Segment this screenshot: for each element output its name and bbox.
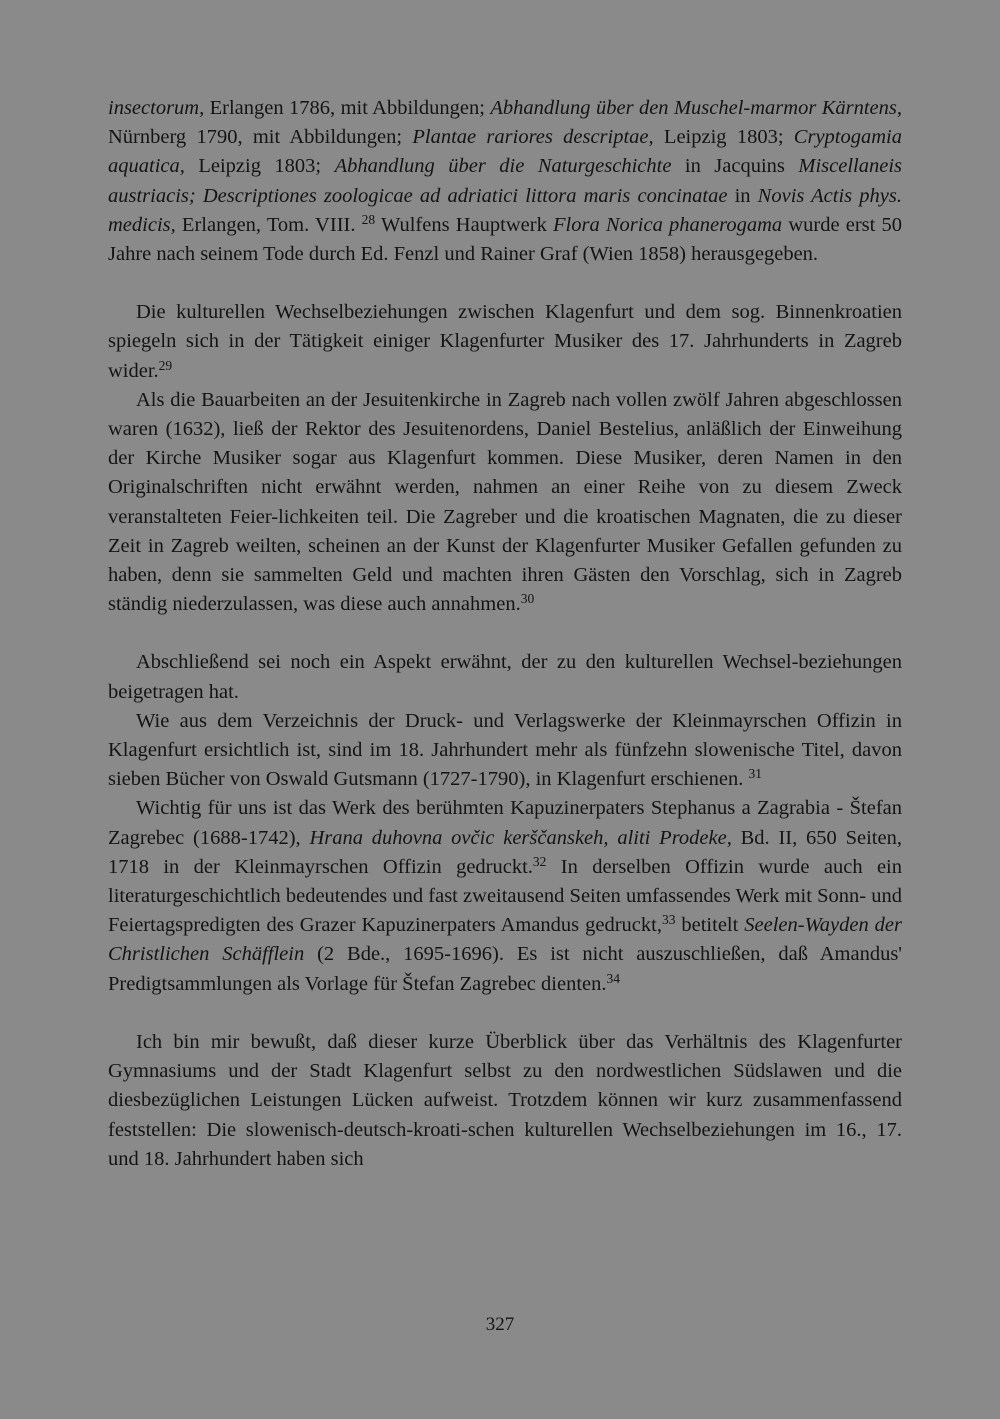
text-run: Nürnberg 1790, mit Abbildungen; bbox=[108, 126, 413, 149]
italic-title: Hrana duhovna ovčic kerščanskeh, aliti Prodeke, bbox=[309, 826, 732, 849]
text-run: Ich bin mir bewußt, daß dieser kurze Überblick über das Verhältnis des Klagenfurter Gymnasiums und der Stadt Klagenfurt selbst zu den nordwestlichen Südslawen und die diesbezüglichen Leistungen Lücken aufweist. Trotzdem können wir kurz zusammenfassend feststellen: Die slowenisch-deutsch-kroati-schen kulturellen Wechselbeziehungen im 16., 17. und 18. Jahrhundert haben sich bbox=[108, 1030, 902, 1170]
text-run: (2 Bde., 1695-1696). Es ist nicht auszuschließen, daß Amandus' Predigtsammlungen als Vorlage für Štefan Zagrebec dienten. bbox=[108, 943, 902, 995]
text-run: In derselben Offizin wurde auch ein literaturgeschichtlich bedeutendes und fast zweitausend Seiten umfassendes Werk mit Sonn- und Feiertagspredigten des Grazer Kapuzinerpaters Amandus gedruckt, bbox=[108, 855, 902, 937]
italic-title: Plantae rariores descriptae, bbox=[412, 126, 654, 149]
text-run: Erlangen 1786, mit Abbildungen; bbox=[204, 97, 491, 119]
text-run: Abschließend sei noch ein Aspekt erwähnt, der zu den kulturellen Wechsel-beziehungen beigetragen hat. bbox=[108, 651, 902, 703]
footnote-ref-32: 32 bbox=[532, 853, 547, 869]
italic-title: Abhandlung über die Naturgeschichte bbox=[334, 155, 672, 178]
paragraph-kleinmayr bbox=[108, 707, 902, 795]
text-run: betitelt bbox=[675, 914, 745, 937]
text-run: in Jacquins bbox=[671, 155, 799, 178]
paragraph-gap bbox=[108, 619, 902, 648]
text-run: Die kulturellen Wechselbeziehungen zwischen Klagenfurt und dem sog. Binnenkroatien spiegeln sich in der Tätigkeit einiger Klagenfurter Musiker des 17. Jahrhunderts in Zagreb wider. bbox=[108, 301, 902, 382]
paragraph-conclusion bbox=[108, 1028, 902, 1174]
text-run: Wichtig für uns ist das Werk des berühmten Kapuzinerpaters Stephanus a Zagrabia - Štefan Zagrebec (1688-1742), bbox=[108, 797, 902, 849]
text-run: Wulfens Hauptwerk bbox=[375, 213, 554, 236]
page-number: 327 bbox=[485, 1314, 515, 1335]
italic-title: Flora Norica phanerogama bbox=[553, 213, 783, 236]
body-text bbox=[108, 94, 902, 1174]
paragraph-zagrebec bbox=[108, 794, 902, 998]
text-run: in bbox=[727, 184, 758, 207]
footnote-ref-31: 31 bbox=[748, 766, 762, 782]
footnote-ref-28: 28 bbox=[361, 211, 376, 227]
footnote-ref-29: 29 bbox=[158, 357, 173, 373]
text-run: Wie aus dem Verzeichnis der Druck- und Verlagswerke der Kleinmayrschen Offizin in Klagenfurt ersichtlich ist, sind im 18. Jahrhundert mehr als fünfzehn slowenische Titel, davon sieben Bücher von Oswald Gutsmann (1727-1790), in Klagenfurt erschienen. bbox=[108, 709, 902, 791]
text-run: Leipzig 1803; bbox=[653, 126, 794, 149]
italic-title: Cryptogamia aquatica, bbox=[108, 126, 902, 178]
text-run: Als die Bauarbeiten an der Jesuitenkirche in Zagreb nach vollen zwölf Jahren abgeschlossen waren (1632), ließ der Rektor des Jesuitenordens, Daniel Bestelius, anläßlich der Einweihung der Kirche Musiker sogar aus Klagenfurt kommen. Diese Musiker, deren Namen in den Originalschriften nicht erwähnt werden, nahmen an einer Reihe von zu diesem Zweck veranstalteten Feier-lichkeiten teil. Die Zagreber und die kroatischen Magnaten, die zu dieser Zeit in Zagreb weilten, scheinen an der Kunst der Klagenfurter Musiker Gefallen gefunden zu haben, denn sie sammelten Geld und machten ihren Gästen den Vorschlag, sich in Zagreb ständig niederzulassen, was diese auch annahmen. bbox=[108, 388, 902, 616]
italic-title: Abhandlung über den Muschel-marmor Kärntens, bbox=[490, 97, 902, 119]
footnote-ref-33: 33 bbox=[661, 912, 676, 928]
footnote-ref-34: 34 bbox=[606, 970, 620, 986]
italic-title: Seelen-Wayden der Christlichen Schäfflein bbox=[108, 914, 902, 966]
text-run: Erlangen, Tom. VIII. bbox=[175, 213, 362, 236]
paragraph-musicians-intro bbox=[108, 298, 902, 386]
italic-title: insectorum, bbox=[108, 97, 205, 119]
paragraph-aspect bbox=[108, 648, 902, 706]
paragraph-jesuit-church bbox=[108, 386, 902, 620]
paragraph-wulfen-works bbox=[108, 94, 902, 269]
italic-title: Novis Actis phys. medicis, bbox=[108, 184, 902, 236]
text-run: wurde erst 50 Jahre nach seinem Tode durch Ed. Fenzl und Rainer Graf (Wien 1858) herausgegeben. bbox=[108, 213, 902, 266]
italic-title: Miscellaneis austriacis; Descriptiones zoologicae ad adriatici littora maris concinatae bbox=[108, 155, 902, 207]
text-run: Bd. II, 650 Seiten, 1718 in der Kleinmayrschen Offizin gedruckt. bbox=[108, 826, 902, 878]
paragraph-gap bbox=[108, 269, 902, 298]
footnote-ref-30: 30 bbox=[520, 591, 535, 607]
text-run: Leipzig 1803; bbox=[184, 155, 335, 178]
paragraph-gap bbox=[108, 999, 902, 1028]
